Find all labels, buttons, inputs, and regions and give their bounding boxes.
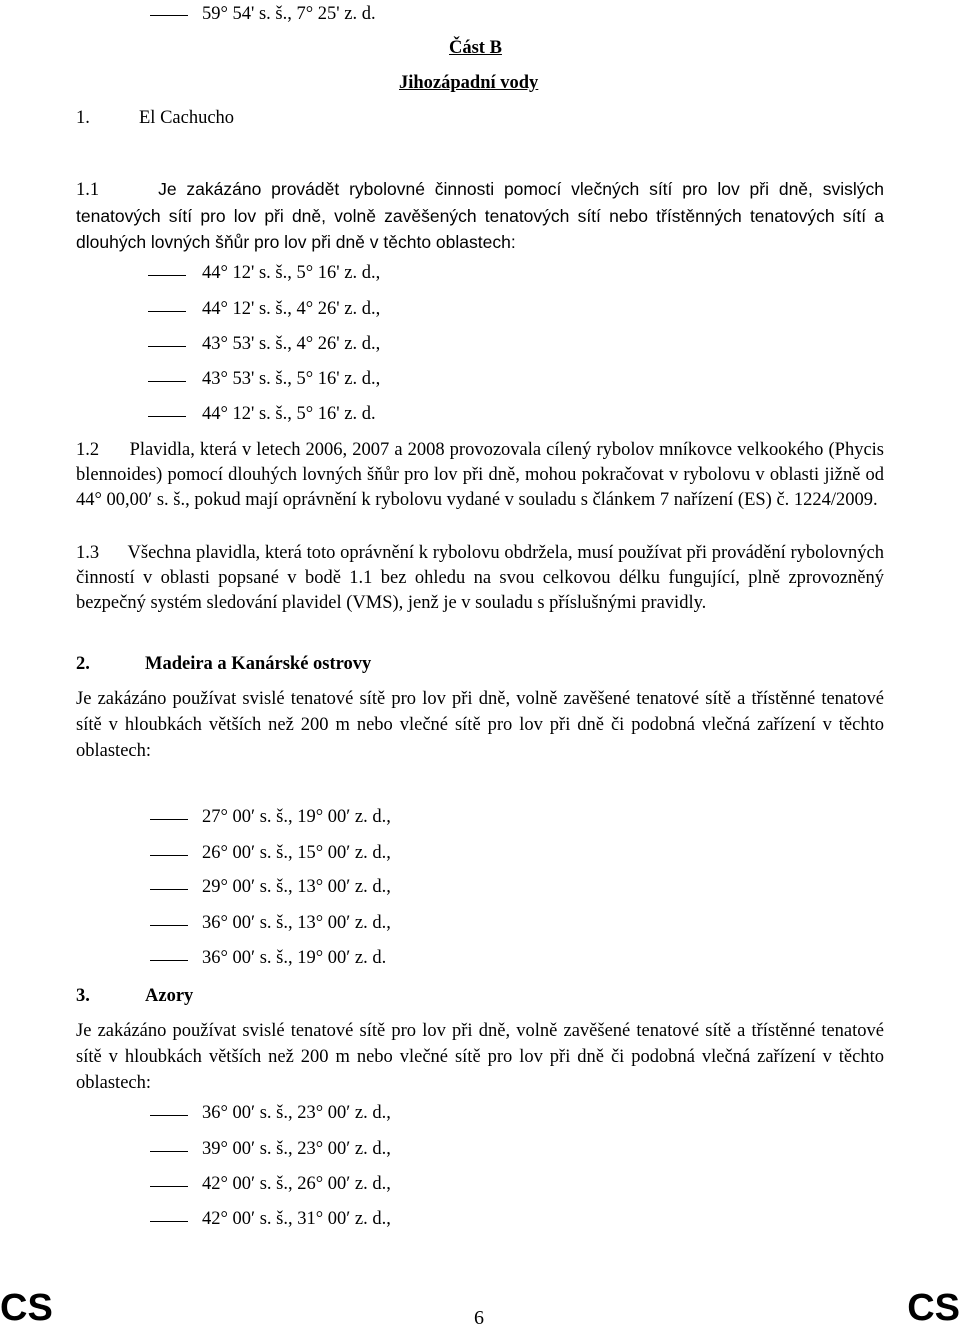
coordinate-item: 36° 00′ s. š., 19° 00′ z. d. bbox=[202, 948, 387, 968]
coordinate-item: 27° 00′ s. š., 19° 00′ z. d., bbox=[202, 807, 391, 827]
paragraph-text: Všechna plavidla, která toto oprávnění k rybolovu obdržela, musí používat při provádění rybolovných činností v oblasti popsané v bodě 1.1 bez ohledu na svou celkovou délku fungující, plně zprovozněný bezpečný systém sledování plavidel (VMS), jenž je v souladu s příslušnými pravidly. bbox=[76, 543, 884, 613]
coordinate-item: 43° 53' s. š., 4° 26' z. d., bbox=[202, 334, 381, 354]
coordinate-item: 39° 00′ s. š., 23° 00′ z. d., bbox=[202, 1139, 391, 1159]
coordinate-item: 44° 12' s. š., 5° 16' z. d. bbox=[202, 404, 376, 424]
list-dash bbox=[150, 1221, 188, 1222]
section-2-paragraph: Je zakázáno používat svislé tenatové sítě pro lov při dně, volně zavěšené tenatové sítě a třístěnné tenatové sítě v hloubkách větších než 200 m nebo vlečné sítě pro lov při dně či podobná vlečná zařízení v těchto oblastech: bbox=[76, 689, 884, 761]
section-3-title: Azory bbox=[145, 986, 194, 1006]
part-title: Část B bbox=[449, 38, 502, 58]
section-1-number: 1. bbox=[76, 108, 90, 128]
list-dash bbox=[150, 819, 188, 820]
coordinate-item: 43° 53' s. š., 5° 16' z. d., bbox=[202, 369, 381, 389]
coordinate-item: 36° 00′ s. š., 13° 00′ z. d., bbox=[202, 913, 391, 933]
coordinate-item: 42° 00′ s. š., 26° 00′ z. d., bbox=[202, 1174, 391, 1194]
part-subtitle: Jihozápadní vody bbox=[399, 73, 539, 93]
list-dash bbox=[150, 1115, 188, 1116]
list-dash bbox=[148, 311, 186, 312]
coordinate-item: 44° 12' s. š., 5° 16' z. d., bbox=[202, 263, 381, 283]
paragraph-number: 1.2 bbox=[76, 440, 100, 460]
list-dash bbox=[148, 381, 186, 382]
list-dash bbox=[150, 15, 188, 16]
list-dash bbox=[148, 275, 186, 276]
section-2-title: Madeira a Kanárské ostrovy bbox=[145, 654, 372, 674]
paragraph-text: Plavidla, která v letech 2006, 2007 a 2008 provozovala cílený rybolov mníkovce velkookého (Phycis blennoides) pomocí dlouhých lovných šňůr pro lov při dně, mohou pokračovat v rybolovu v oblasti jižně od 44° 00,00′ s. š., pokud mají oprávnění k rybolovu vydané v souladu s článkem 7 nařízení (ES) č. 1224/2009. bbox=[76, 440, 885, 510]
footer-language-left: CS bbox=[0, 1287, 53, 1329]
section-1-title: El Cachucho bbox=[139, 108, 235, 128]
page-number: 6 bbox=[474, 1307, 484, 1329]
list-dash bbox=[150, 1186, 188, 1187]
list-dash bbox=[150, 1151, 188, 1152]
coordinate-item: 26° 00′ s. š., 15° 00′ z. d., bbox=[202, 843, 391, 863]
list-dash bbox=[150, 960, 188, 961]
top-coordinate: 59° 54' s. š., 7° 25' z. d. bbox=[202, 4, 376, 24]
section-3-paragraph: Je zakázáno používat svislé tenatové sítě pro lov při dně, volně zavěšené tenatové sítě a třístěnné tenatové sítě v hloubkách větších než 200 m nebo vlečné sítě pro lov při dně či podobná vlečná zařízení v těchto oblastech: bbox=[76, 1021, 884, 1093]
paragraph-1-3 bbox=[76, 541, 884, 616]
footer-language-right: CS bbox=[907, 1287, 960, 1329]
list-dash bbox=[150, 925, 188, 926]
list-dash bbox=[150, 855, 188, 856]
section-2-number: 2. bbox=[76, 654, 90, 674]
coordinate-item: 36° 00′ s. š., 23° 00′ z. d., bbox=[202, 1103, 391, 1123]
paragraph-text: Je zakázáno provádět rybolovné činnosti pomocí vlečných sítí pro lov při dně, svislých tenatových sítí pro lov při dně, volně zavěšených tenatových sítí nebo třístěnných tenatových sítí a dlouhých lovných šňůr pro lov při dně v těchto oblastech: bbox=[76, 179, 884, 252]
paragraph-1-1 bbox=[76, 176, 884, 255]
coordinate-item: 42° 00′ s. š., 31° 00′ z. d., bbox=[202, 1209, 391, 1229]
coordinate-item: 29° 00′ s. š., 13° 00′ z. d., bbox=[202, 877, 391, 897]
paragraph-number: 1.3 bbox=[76, 543, 100, 563]
paragraph-1-2 bbox=[76, 438, 884, 513]
section-3-number: 3. bbox=[76, 986, 90, 1006]
list-dash bbox=[148, 346, 186, 347]
paragraph-number: 1.1 bbox=[76, 180, 100, 200]
list-dash bbox=[148, 416, 186, 417]
coordinate-item: 44° 12' s. š., 4° 26' z. d., bbox=[202, 299, 381, 319]
list-dash bbox=[150, 889, 188, 890]
